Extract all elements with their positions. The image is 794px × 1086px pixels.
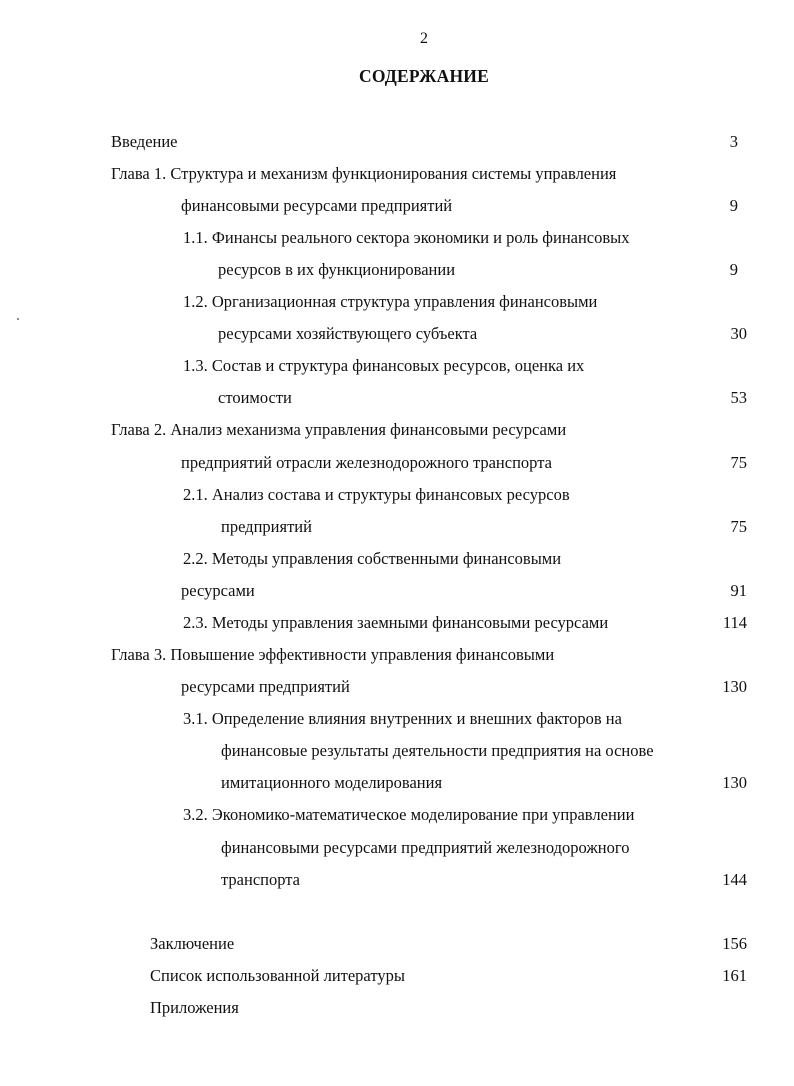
toc-entry-text: 1.3. Состав и структура финансовых ресурсов, оценка их [183,356,585,375]
toc-entry-text: имитационного моделирования [221,773,443,792]
toc-entry-page: 130 [722,773,747,792]
toc-entry-page: 161 [722,966,747,985]
toc-entry-text: ресурсами [181,581,255,600]
toc-entry-text: ресурсами предприятий [181,677,350,696]
toc-entry-page: 156 [722,934,747,953]
toc-entry-text: Глава 2. Анализ механизма управления финансовыми ресурсами [111,420,567,439]
scan-speck [17,318,19,320]
toc-entry-text: ресурсами хозяйствующего субъекта [218,324,478,343]
toc-entry-page: 30 [730,324,747,343]
toc-entry-page: 75 [730,453,747,472]
toc-entry-text: финансовыми ресурсами предприятий железнодорожного [221,838,630,857]
toc-entry-text: предприятий [221,517,312,536]
toc-entry-text: Приложения [150,998,239,1017]
toc-entry-page: 130 [722,677,747,696]
toc-entry-text: Глава 1. Структура и механизм функционирования системы управления [111,164,617,183]
toc-entry-text: финансовые результаты деятельности предприятия на основе [221,741,654,760]
toc-entry-page: 75 [730,517,747,536]
toc-entry-text: 3.1. Определение влияния внутренних и внешних факторов на [183,709,622,728]
toc-entry-text: Глава 3. Повышение эффективности управления финансовыми [111,645,555,664]
toc-entry-text: 2.2. Методы управления собственными финансовыми [183,549,562,568]
toc-entry-page: 114 [722,613,747,632]
toc-entry-text: предприятий отрасли железнодорожного транспорта [181,453,552,472]
toc-entry-page: 9 [729,196,738,215]
page-title: СОДЕРЖАНИЕ [358,66,489,86]
toc-entry-text: ресурсов в их функционировании [218,260,456,279]
toc-entry-text: Введение [111,132,178,151]
toc-entry-text: Заключение [150,934,235,953]
toc-entry-text: 2.3. Методы управления заемными финансовыми ресурсами [183,613,609,632]
toc-entry-page: 9 [729,260,738,279]
toc-entry-text: финансовыми ресурсами предприятий [181,196,453,215]
toc-entry-page: 91 [730,581,747,600]
page-number: 2 [420,30,428,47]
toc-entry-text: 3.2. Экономико-математическое моделирование при управлении [183,805,635,824]
toc-entry-text: стоимости [218,388,292,407]
toc-entry-text: 1.1. Финансы реального сектора экономики и роль финансовых [183,228,630,247]
toc-entry-page: 144 [722,870,747,889]
toc-entry-page: 3 [729,132,738,151]
toc-entry-text: 1.2. Организационная структура управления финансовыми [183,292,598,311]
toc-entry-text: транспорта [221,870,300,889]
toc-entry-text: 2.1. Анализ состава и структуры финансовых ресурсов [183,485,570,504]
toc-entry-page: 53 [730,388,747,407]
toc-entry-text: Список использованной литературы [150,966,405,985]
